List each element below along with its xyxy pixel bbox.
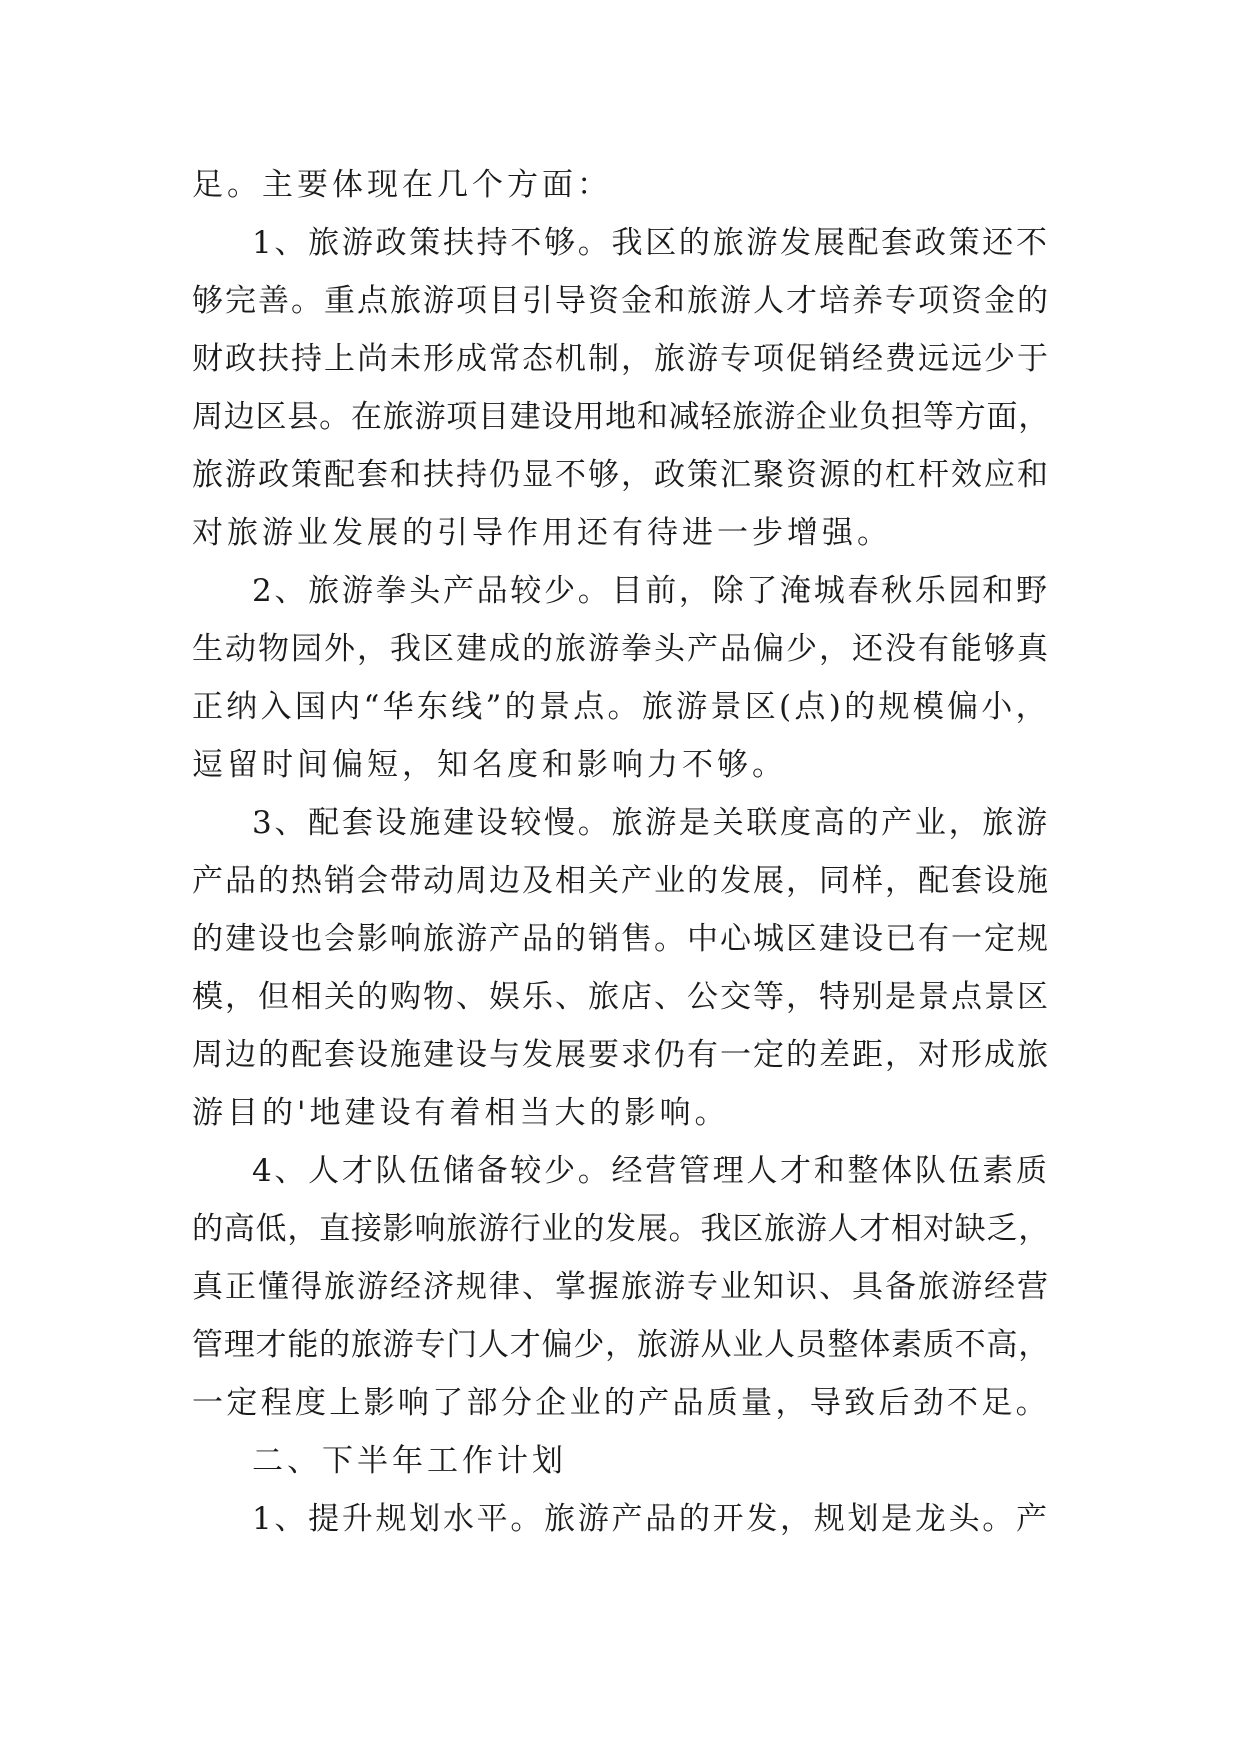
text-line: 够完善。重点旅游项目引导资金和旅游人才培养专项资金的 [192,283,1050,319]
text-line: 1、旅游政策扶持不够。我区的旅游发展配套政策还不 [252,225,1050,261]
text-line: 生动物园外，我区建成的旅游拳头产品偏少，还没有能够真 [192,631,1050,667]
text-line: 旅游政策配套和扶持仍显不够，政策汇聚资源的杠杆效应和 [192,457,1050,493]
text-line: 的高低，直接影响旅游行业的发展。我区旅游人才相对缺乏， [192,1211,1050,1247]
text-line: 模，但相关的购物、娱乐、旅店、公交等，特别是景点景区 [192,979,1050,1015]
text-line: 足。主要体现在几个方面： [192,167,612,203]
text-line: 3、配套设施建设较慢。旅游是关联度高的产业，旅游 [252,805,1050,841]
text-line: 游目的'地建设有着相当大的影响。 [192,1095,730,1131]
text-line: 管理才能的旅游专门人才偏少，旅游从业人员整体素质不高， [192,1327,1050,1363]
text-line: 周边区县。在旅游项目建设用地和减轻旅游企业负担等方面， [192,399,1050,435]
text-line: 财政扶持上尚未形成常态机制，旅游专项促销经费远远少于 [192,341,1050,377]
section-heading: 二、下半年工作计划 [252,1443,567,1479]
text-line: 4、人才队伍储备较少。经营管理人才和整体队伍素质 [252,1153,1050,1189]
text-line: 逗留时间偏短，知名度和影响力不够。 [192,747,787,783]
text-line: 正纳入国内“华东线”的景点。旅游景区(点)的规模偏小， [192,689,1050,725]
text-line: 产品的热销会带动周边及相关产业的发展，同样，配套设施 [192,863,1050,899]
text-line: 的建设也会影响旅游产品的销售。中心城区建设已有一定规 [192,921,1050,957]
text-line: 1、提升规划水平。旅游产品的开发，规划是龙头。产 [252,1501,1050,1537]
text-line: 周边的配套设施建设与发展要求仍有一定的差距，对形成旅 [192,1037,1050,1073]
text-line: 一定程度上影响了部分企业的产品质量，导致后劲不足。 [192,1385,1050,1421]
text-line: 2、旅游拳头产品较少。目前，除了淹城春秋乐园和野 [252,573,1050,609]
text-line: 真正懂得旅游经济规律、掌握旅游专业知识、具备旅游经营 [192,1269,1050,1305]
text-line: 对旅游业发展的引导作用还有待进一步增强。 [192,515,892,551]
